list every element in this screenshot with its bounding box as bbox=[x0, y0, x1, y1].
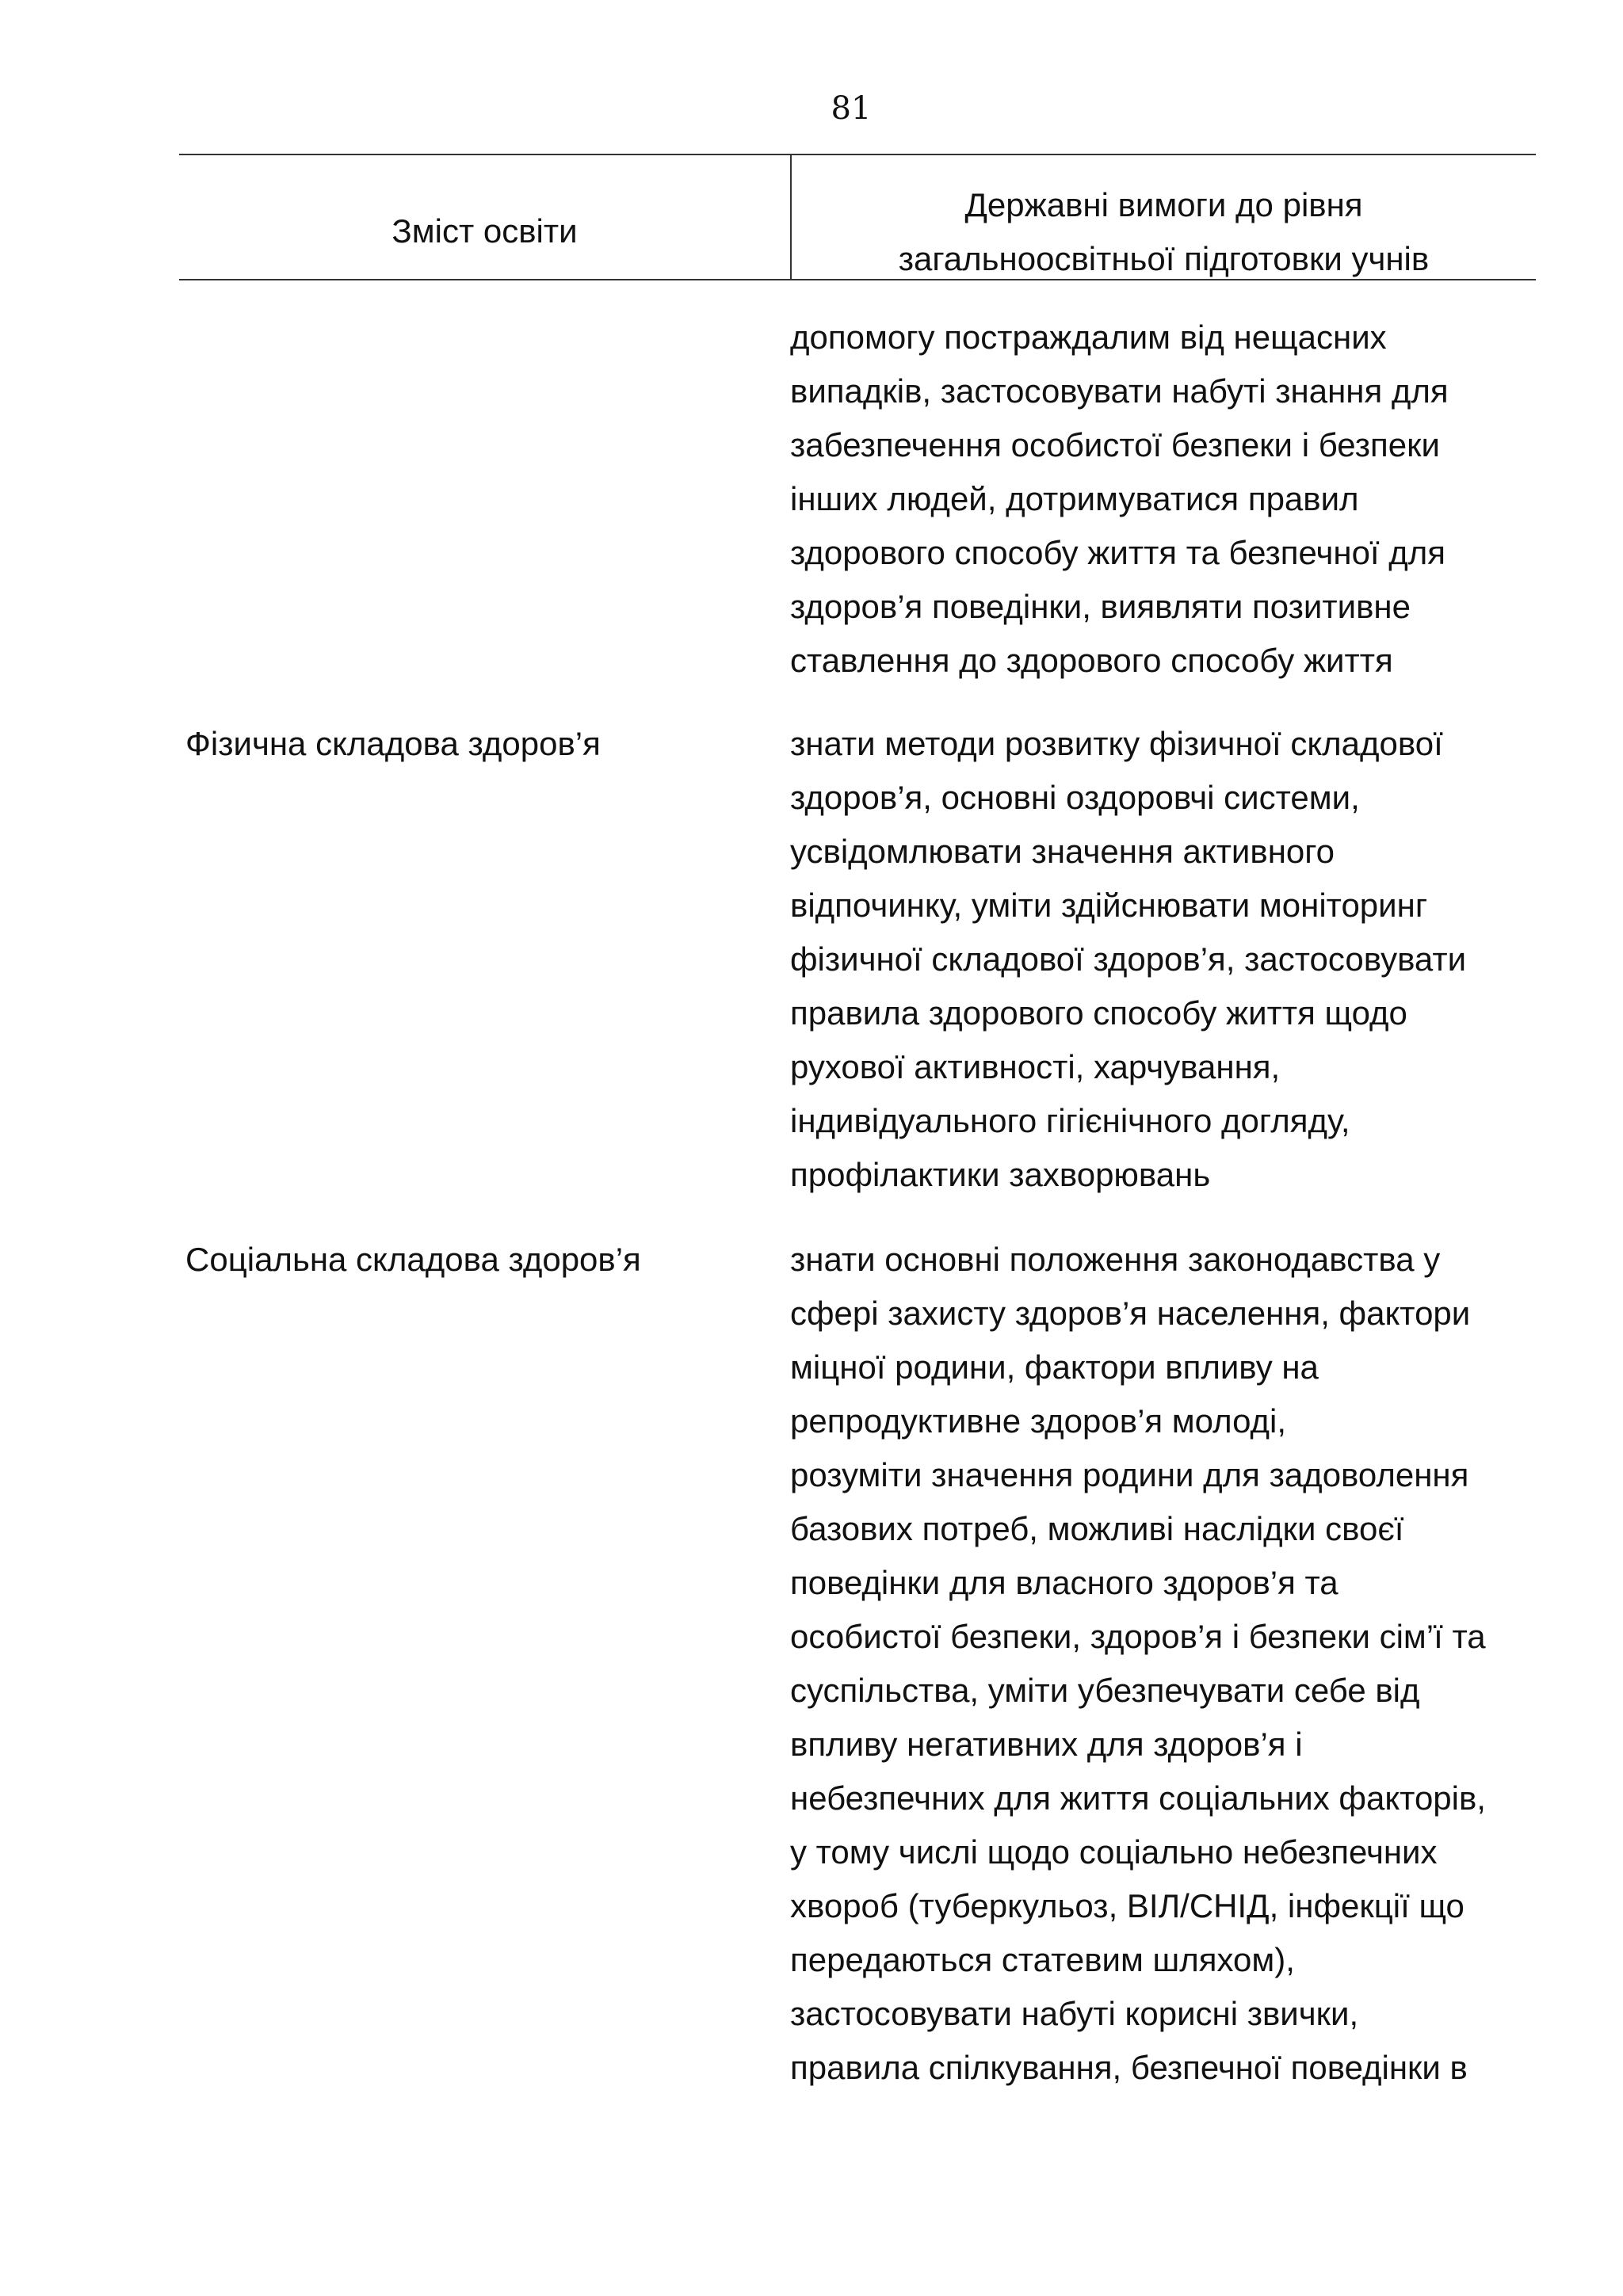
text-line: здорового способу життя та безпечної для bbox=[790, 534, 1446, 571]
row-requirements bbox=[790, 311, 1551, 688]
text-line: фізичної складової здоров’я, застосовувати bbox=[790, 940, 1467, 978]
row-topic-social: Соціальна складова здоров’я bbox=[185, 1241, 641, 1278]
text-line: впливу негативних для здоров’я і bbox=[790, 1726, 1303, 1763]
text-line: здоров’я, основні оздоровчі системи, bbox=[790, 779, 1360, 816]
text-line: особистої безпеки, здоров’я і безпеки сім’ї та bbox=[790, 1618, 1486, 1655]
text-line: рухової активності, харчування, bbox=[790, 1048, 1281, 1085]
column-header-content: Зміст освіти bbox=[391, 212, 578, 250]
row-topic-physical: Фізична складова здоров’я bbox=[185, 725, 601, 762]
text-line: забезпечення особистої безпеки і безпеки bbox=[790, 426, 1440, 463]
header-line: загальноосвітньої підготовки учнів bbox=[898, 240, 1430, 277]
text-line: репродуктивне здоров’я молоді, bbox=[790, 1402, 1287, 1440]
text-line: відпочинку, уміти здійснювати моніторинг bbox=[790, 887, 1428, 924]
text-line: у тому числі щодо соціально небезпечних bbox=[790, 1833, 1438, 1871]
text-line: поведінки для власного здоров’я та bbox=[790, 1564, 1338, 1601]
text-line: розуміти значення родини для задоволення bbox=[790, 1456, 1469, 1493]
text-line: передаються статевим шляхом), bbox=[790, 1941, 1295, 1978]
column-header-requirements bbox=[792, 178, 1536, 286]
header-line: Державні вимоги до рівня bbox=[964, 186, 1363, 223]
text-line: правила спілкування, безпечної поведінки в bbox=[790, 2049, 1468, 2086]
text-line: сфері захисту здоров’я населення, фактори bbox=[790, 1295, 1471, 1332]
text-line: ставлення до здорового способу життя bbox=[790, 642, 1393, 679]
text-line: профілактики захворювань bbox=[790, 1156, 1211, 1193]
text-line: інших людей, дотримуватися правил bbox=[790, 480, 1359, 517]
text-line: правила здорового способу життя щодо bbox=[790, 994, 1407, 1032]
text-line: застосовувати набуті корисні звички, bbox=[790, 1995, 1359, 2032]
text-line: хвороб (туберкульоз, ВІЛ/СНІД, інфекції що bbox=[790, 1887, 1465, 1924]
page-number: 81 bbox=[831, 90, 872, 127]
text-line: знати основні положення законодавства у bbox=[790, 1241, 1441, 1278]
text-line: допомогу постраждалим від нещасних bbox=[790, 318, 1387, 356]
text-line: здоров’я поведінки, виявляти позитивне bbox=[790, 588, 1411, 625]
text-line: міцної родини, фактори впливу на bbox=[790, 1348, 1319, 1386]
text-line: базових потреб, можливі наслідки своєї bbox=[790, 1510, 1404, 1547]
text-line: індивідуального гігієнічного догляду, bbox=[790, 1102, 1350, 1139]
text-line: суспільства, уміти убезпечувати себе від bbox=[790, 1672, 1420, 1709]
row-requirements-social bbox=[790, 1233, 1551, 2095]
text-line: випадків, застосовувати набуті знання для bbox=[790, 372, 1449, 410]
table-top-rule bbox=[179, 154, 1536, 155]
text-line: усвідомлювати значення активного bbox=[790, 833, 1335, 870]
text-line: небезпечних для життя соціальних факторів, bbox=[790, 1779, 1486, 1817]
row-requirements-physical bbox=[790, 717, 1551, 1202]
text-line: знати методи розвитку фізичної складової bbox=[790, 725, 1443, 762]
